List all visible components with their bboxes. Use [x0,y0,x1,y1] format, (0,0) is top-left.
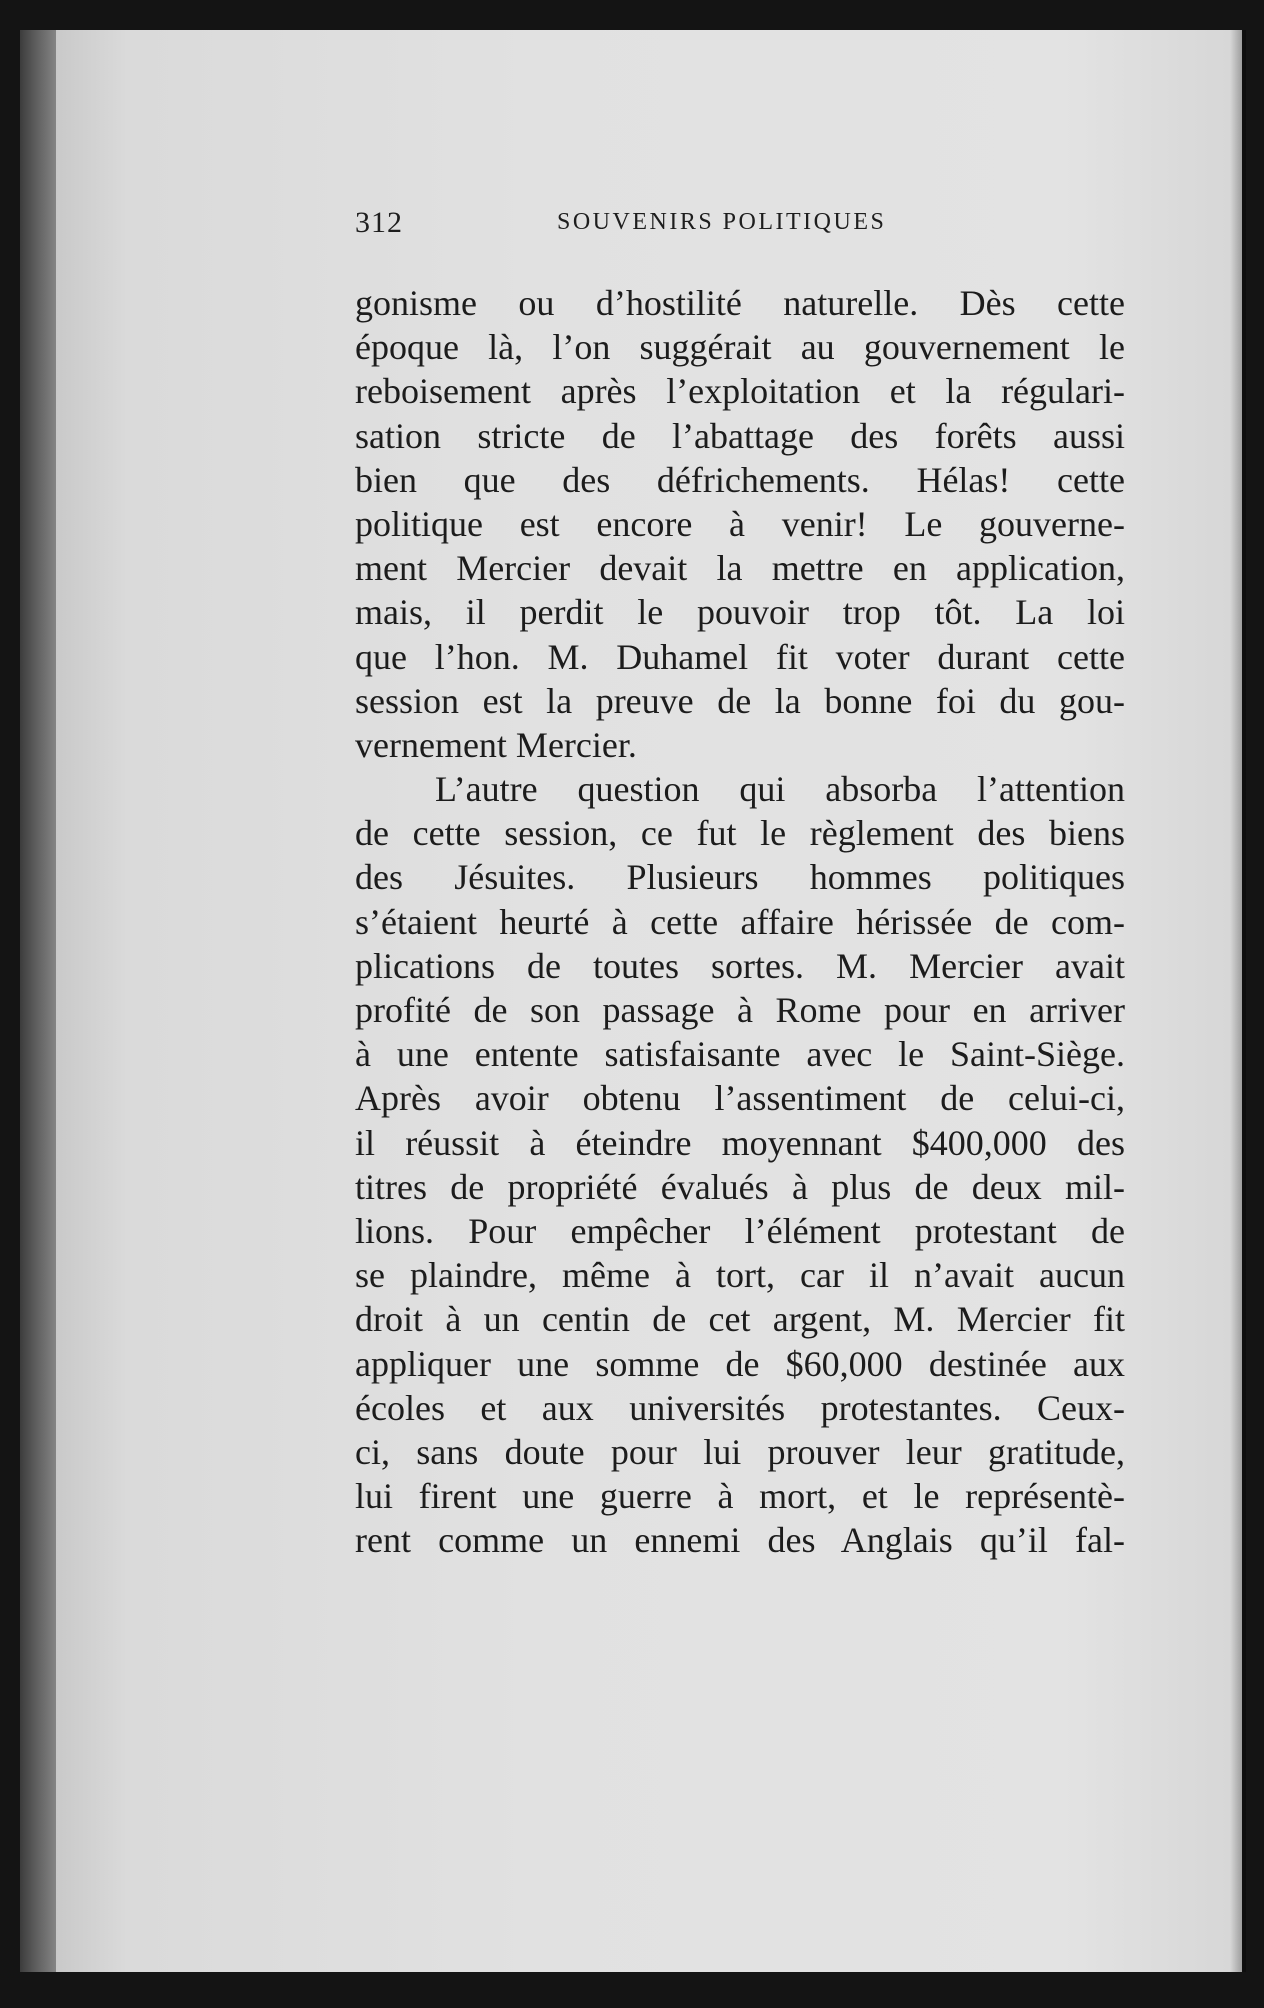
text-line: des Jésuites. Plusieurs hommes politiques [355,857,1125,898]
page-header [355,206,1125,246]
text-line: se plaindre, même à tort, car il n’avait aucun [355,1255,1125,1296]
text-line: lions. Pour empêcher l’élément protestant de [355,1210,1125,1251]
text-line: appliquer une somme de $60,000 destinée aux [355,1343,1125,1384]
text-line: s’étaient heurté à cette affaire hérissée de com- [355,901,1125,942]
text-line: ci, sans doute pour lui prouver leur gratitude, [355,1431,1125,1472]
paragraph-1 [355,281,1125,767]
text-line: reboisement après l’exploitation et la régulari- [355,371,1125,412]
text-line: lui firent une guerre à mort, et le représentè- [355,1476,1125,1517]
text-line: profité de son passage à Rome pour en arriver [355,990,1125,1030]
text-line: que l’hon. M. Duhamel fit voter durant cette [355,636,1125,677]
text-line: ment Mercier devait la mettre en application, [355,548,1125,589]
text-line: vernement Mercier. [355,724,637,765]
text-line: plications de toutes sortes. M. Mercier avait [355,945,1125,986]
text-line: écoles et aux universités protestantes. Ceux- [355,1387,1125,1428]
body-text [355,281,1125,1562]
text-line: titres de propriété évalués à plus de deux mil- [355,1166,1125,1207]
text-line: de cette session, ce fut le règlement des biens [355,813,1125,854]
text-line: il réussit à éteindre moyennant $400,000 des [355,1122,1125,1163]
text-line: bien que des défrichements. Hélas! cette [355,459,1125,500]
text-line: à une entente satisfaisante avec le Saint-Siège. [355,1034,1125,1075]
running-head: SOUVENIRS POLITIQUES [557,209,887,235]
text-line: politique est encore à venir! Le gouverne- [355,503,1125,544]
book-gutter-edge [20,30,60,1972]
page-right-shadow [1230,30,1246,1972]
text-line: gonisme ou d’hostilité naturelle. Dès cette [355,283,1125,323]
text-line: rent comme un ennemi des Anglais qu’il fal- [355,1520,1125,1561]
paragraph-2 [355,767,1125,1562]
text-line: Après avoir obtenu l’assentiment de celui-ci, [355,1078,1125,1119]
text-line: mais, il perdit le pouvoir trop tôt. La loi [355,592,1125,633]
page-number: 312 [355,206,403,239]
text-line: L’autre question qui absorba l’attention [435,769,1125,810]
text-line: époque là, l’on suggérait au gouvernement le [355,327,1125,368]
text-line: session est la preuve de la bonne foi du gou- [355,680,1125,721]
text-line: sation stricte de l’abattage des forêts aussi [355,415,1125,456]
text-line: droit à un centin de cet argent, M. Mercier fit [355,1299,1125,1340]
